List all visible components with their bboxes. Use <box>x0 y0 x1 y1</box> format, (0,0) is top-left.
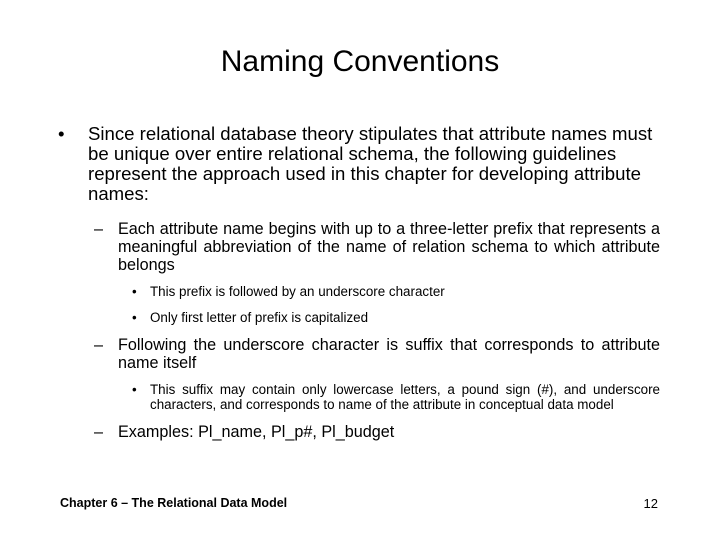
sub-bullet-prefix-rule <box>56 220 660 274</box>
bullet-marker: • <box>132 382 137 397</box>
dash-marker: – <box>94 336 104 354</box>
sub-bullet-examples <box>56 423 660 441</box>
sub-bullet-text: Examples: Pl_name, Pl_p#, Pl_budget <box>118 423 395 441</box>
dash-marker: – <box>94 423 104 441</box>
bullet-marker: • <box>132 310 137 325</box>
detail-text: This prefix is followed by an underscore character <box>150 284 445 299</box>
footer-page-number: 12 <box>643 496 658 511</box>
footer-chapter: Chapter 6 – The Relational Data Model <box>60 496 288 510</box>
bullet-marker: • <box>132 284 137 299</box>
dash-marker: – <box>94 220 104 238</box>
detail-text: Only first letter of prefix is capitalized <box>150 310 369 325</box>
sub-bullet-suffix-rule <box>56 336 660 372</box>
detail-suffix-characters <box>56 382 660 412</box>
sub-bullet-text: Each attribute name begins with up to a three-letter prefix that represents a meaningful abbreviation of the name of relation schema to which attribute belongs <box>118 220 660 274</box>
slide-title: Naming Conventions <box>220 45 500 78</box>
slide-content <box>56 124 660 451</box>
bullet-text: Since relational database theory stipulates that attribute names must be unique over entire relational schema, the following guidelines represent the approach used in this chapter for developing attribute names: <box>88 123 653 204</box>
detail-text: This suffix may contain only lowercase letters, a pound sign (#), and underscore characters, and corresponds to name of the attribute in conceptual data model <box>150 382 660 412</box>
bullet-naming-guidelines <box>56 124 660 204</box>
detail-underscore-follows <box>56 284 660 299</box>
bullet-marker: • <box>58 123 65 144</box>
sub-bullet-text: Following the underscore character is suffix that corresponds to attribute name itself <box>118 336 660 372</box>
detail-capitalized <box>56 310 660 325</box>
